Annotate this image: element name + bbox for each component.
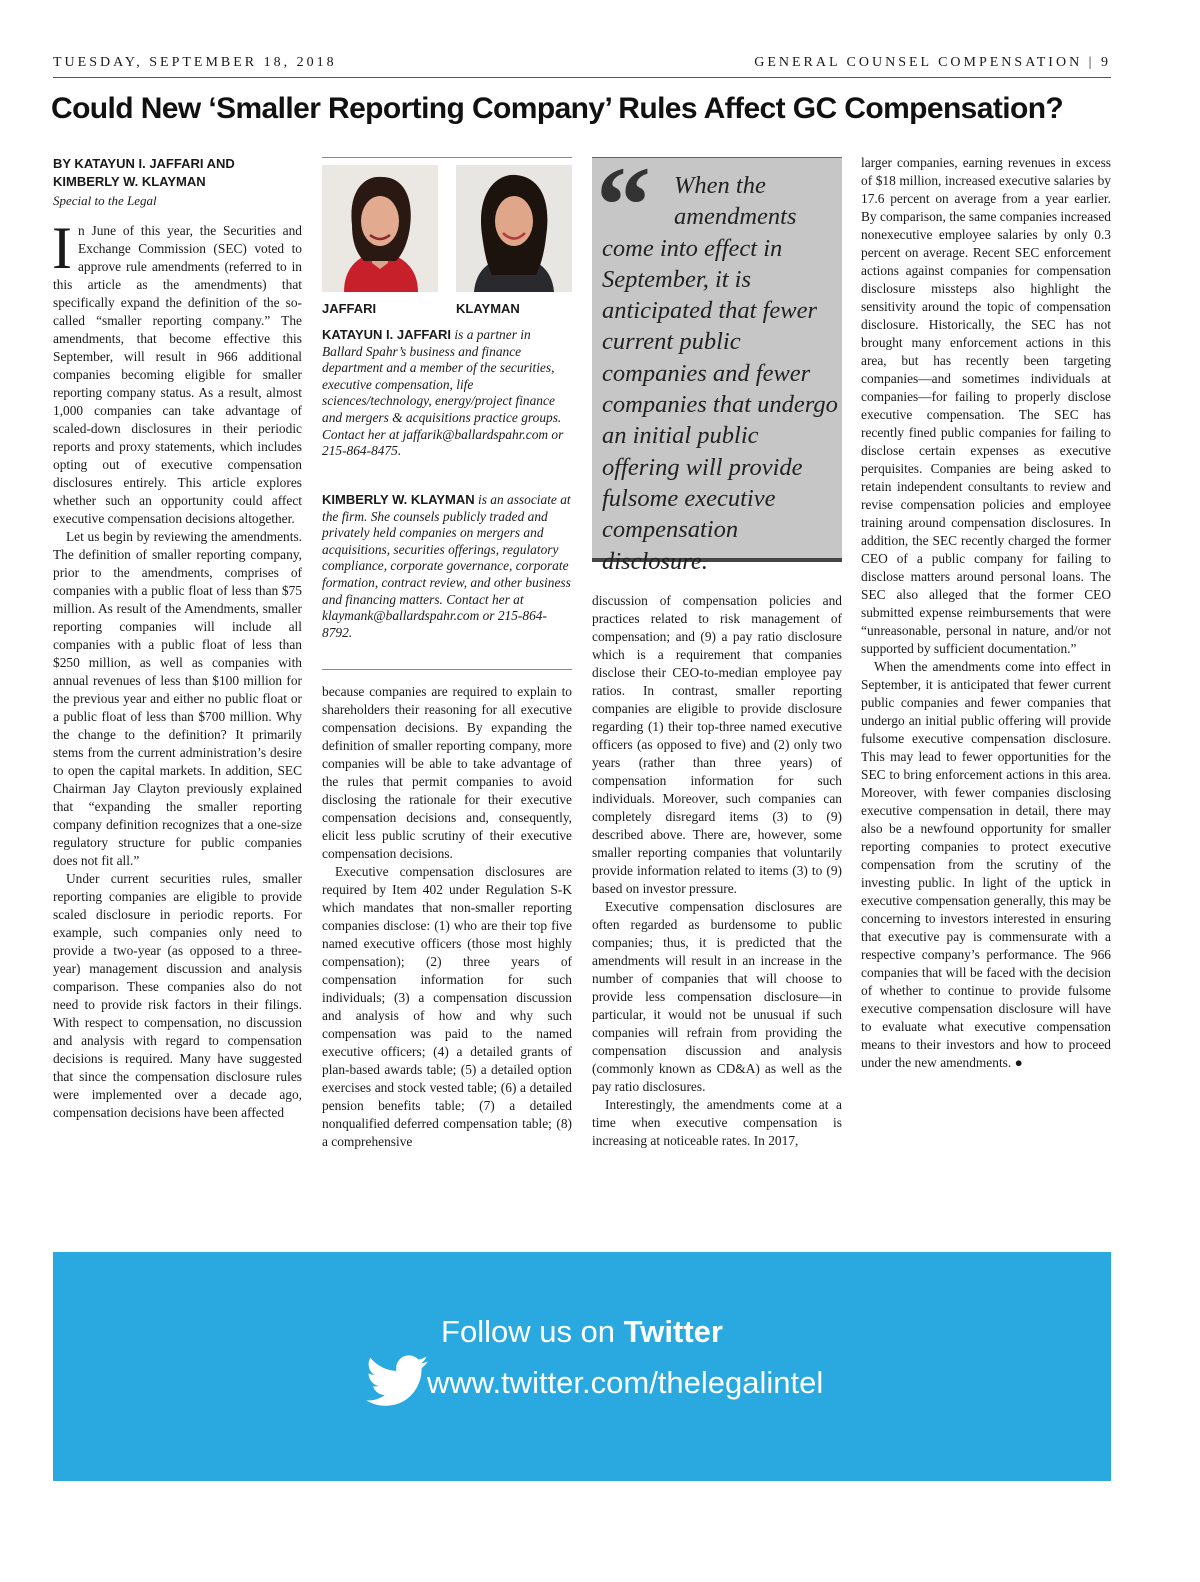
twitter-ad-banner[interactable] [53,1252,1111,1481]
pull-quote-body: When the amendments come into effect in September, it is anticipated that fewer current public companies and fewer companies that undergo an initial public offering will provide fulsome executive compensation disclosure. [602,172,838,575]
photo-caption-jaffari: JAFFARI [322,301,377,316]
paragraph: Under current securities rules, smaller reporting companies are eligible to provide scaled disclosure in periodic reports. For example, such companies only need to provide a two-year (as opposed to a three-year) management discussion and analysis comparison. These companies also do not need to provide risk factors in their filings. With respect to compensation, no discussion and analysis with regard to compensation decisions is required. Many have suggested that since the compensation disclosure rules were implemented over a decade ago, compensation decisions have been affected [53,871,302,1120]
twitter-url-link[interactable]: www.twitter.com/thelegalintel [427,1365,824,1400]
special-credit: Special to the Legal [53,193,157,208]
paragraph: When the amendments come into effect in September, it is anticipated that fewer current public companies and fewer companies that undergo an initial public offering will provide fulsome executive compensation disclosure. This may lead to fewer opportunities for the SEC to bring enforcement actions in this area. Moreover, with fewer companies disclosing executive compensation in detail, there may also be a newfound opportunity for smaller reporting companies to protect executive compensation from the scrutiny of the investing public. In light of the uptick in executive compensation generally, this may be concerning to investors interested in ensuring that executive pay is commensurate with a respective company’s performance. The 966 companies that will be faced with the decision of whether to continue to provide fulsome executive compensation disclosure will have to evaluate what executive compensation means to their investors and how to proceed under the new amendments. ● [861,659,1111,1070]
pull-quote [592,144,842,575]
photo-jaffari [322,165,438,292]
paragraph [52,215,302,528]
byline [53,155,302,191]
paragraph: because companies are required to explain to shareholders their reasoning for all executive compensation decisions. By expanding the definition of smaller reporting company, more companies will be able to take advantage of the rules that permit companies to avoid disclosing the rationale for their executive compensation decisions and, consequently, elicit less public scrutiny of their executive compensation decisions. [322,684,572,861]
portrait-jaffari-image [322,165,438,292]
paragraph-text: n June of this year, the Securities and Exchange Commission (SEC) voted to approve rule amendments (referred to in this article as the amendments) that specifically expand the definition of the so-called “smaller reporting company.” The amendments, that become effective this September, will result in 966 additional companies becoming eligible for smaller reporting company status. As a result, almost 1,000 companies can take advantage of scaled-down disclosures in their periodic reports and proxy statements, which includes opting out of executive compensation disclosures entirely. This article explores whether such an opportunity could affect executive compensation decisions altogether. [53,223,302,526]
column-4 [861,154,1111,1072]
twitter-bird-icon [366,1355,428,1407]
issue-date: TUESDAY, SEPTEMBER 18, 2018 [53,55,337,70]
portrait-klayman-image [456,165,572,292]
author-bio-jaffari [322,327,572,460]
paragraph: Let us begin by reviewing the amendments. The definition of smaller reporting company, prior to the amendments, comprises of companies with a public float of less than $75 million. As result of the Amendments, smaller reporting companies will include all companies with a public float of less than $250 million, as well as companies with annual revenues of less than $100 million for the previous year and either no public float or a public float of less than $700 million. Why the change to the definition? It primarily stems from the current administration’s desire to open the capital markets. In addition, SEC Chairman Jay Clayton previously explained that “expanding the smaller reporting company definition recognizes that a one-size regulatory structure for public companies does not fit all.” [53,529,302,868]
paragraph: Interestingly, the amendments come at a time when executive compensation is increasing at noticeable rates. In 2017, [592,1097,842,1148]
bio-text: is a partner in Ballard Spahr’s business and finance department and a member of the securities, executive compensation, life sciences/technology, energy/project finance and mergers & acquisitions practice groups. Contact her at jaffarik@ballardspahr.com or 215-864-8475. [322,327,564,459]
column-1 [53,155,302,1122]
pull-quote-text [602,170,838,577]
paragraph: Executive compensation disclosures are often regarded as burdensome to public companies; thus, it is predicted that the amendments will result in an increase in the number of companies that will choose to provide less compensation disclosure—in particular, it would not be unusual if such companies will refrain from providing the compensation discussion and analysis (commonly known as CD&A) as well as the pay ratio disclosures. [592,899,842,1094]
byline-line-2: KIMBERLY W. KLAYMAN [53,174,206,189]
bio-name: KATAYUN I. JAFFARI [322,327,452,342]
paragraph: Executive compensation disclosures are required by Item 402 under Regulation S-K which mandates that non-smaller reporting companies disclose: (1) who are their top five named executive officers (those most highly compensation); (2) three years of compensation information for such individuals; (3) a compensation discussion and analysis of how and why such compensation was paid to the named executive officers; (4) a detailed grants of plan-based awards table; (5) a detailed option exercises and stock vested table; (6) a detailed pension benefits table; (7) a detailed nonqualified deferred compensation table; (8) a comprehensive [322,864,572,1149]
column-3 [592,592,842,1150]
author-bio-klayman [322,492,572,641]
column-rule [322,157,572,158]
running-header [53,53,1111,78]
bio-text: is an associate at the firm. She counsels publicly traded and privately held companies on mergers and acquisitions, securities offerings, regulatory compliance, corporate governance, corporate formation, contract review, and other business and financing matters. Contact her at klaymank@ballardspahr.com or 215-864-8792. [322,492,571,640]
paragraph: discussion of compensation policies and practices related to risk management of compensation; and (9) a pay ratio disclosure which is a requirement that companies disclose their CEO-to-median employee pay ratios. In contrast, smaller reporting companies are eligible to provide disclosure regarding (1) their top-three named executive officers (as opposed to five) and (2) only two years (rather than three years) of compensation information for such individuals. Moreover, such companies can completely disregard items (3) to (9) described above. There are, however, some smaller reporting companies that voluntarily provide information related to items (3) to (9) based on investor pressure. [592,593,842,896]
bio-rule [322,669,572,670]
paragraph: larger companies, earning revenues in excess of $18 million, increased executive salaries by 17.6 percent on average from a year earlier. By comparison, the same companies increased nonexecutive employee salaries by only 0.3 percent on average. Recent SEC enforcement actions against companies for compensation disclosure missteps also highlight the sensitivity around the topic of compensation disclosure. Historically, the SEC has not brought many enforcement actions in this area, but has recently been targeting companies—and sometimes individuals at companies—for failing to properly disclose executive compensation. The SEC has recently fined public companies for failing to disclose certain expenses as executive perquisites. Companies are being asked to retain independent consultants to review and revise compensation policies and employee training around compensation disclosures. In addition, the SEC recently charged the former CEO of a public company for failing to disclose matters around personal loans. The SEC also alleged that the former CEO submitted expense reimbursements that were “unreasonable, personal in nature, and/or not supported by sufficient documentation.” [861,155,1111,656]
quote-mark-icon: “ [596,144,651,266]
drop-cap: I [52,215,72,281]
twitter-follow-line [53,1314,1111,1350]
photo-klayman [456,165,572,292]
twitter-brand: Twitter [623,1314,723,1349]
section-page: GENERAL COUNSEL COMPENSATION | 9 [754,55,1111,70]
photo-caption-klayman: KLAYMAN [456,301,520,316]
article-headline: Could New ‘Smaller Reporting Company’ Rules Affect GC Compensation? [51,92,1064,125]
column-2 [322,683,572,1151]
byline-line-1: BY KATAYUN I. JAFFARI AND [53,156,235,171]
twitter-follow-prefix: Follow us on [441,1314,624,1349]
bio-name: KIMBERLY W. KLAYMAN [322,492,475,507]
